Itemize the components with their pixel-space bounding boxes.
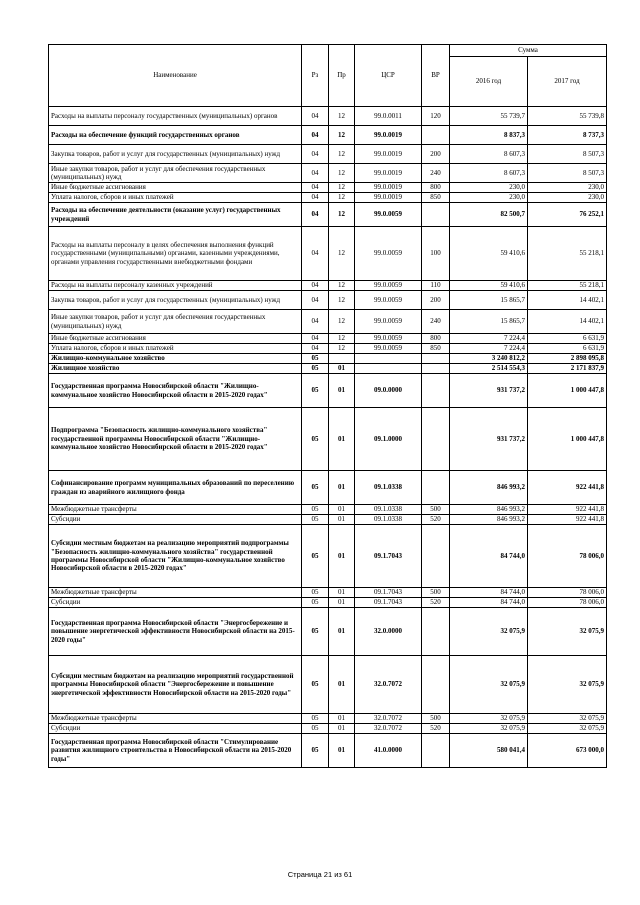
col-header-2017: 2017 год bbox=[528, 57, 607, 107]
row-csr-cell: 09.1.7043 bbox=[355, 588, 422, 598]
row-rz-cell: 04 bbox=[302, 344, 329, 354]
row-rz-cell: 05 bbox=[302, 525, 329, 588]
row-csr-cell: 99.0.0059 bbox=[355, 227, 422, 281]
table-row bbox=[49, 183, 607, 193]
row-vr-cell bbox=[422, 471, 450, 505]
row-vr-cell bbox=[422, 354, 450, 364]
row-rz-cell: 05 bbox=[302, 608, 329, 656]
row-2016-cell: 32 075,9 bbox=[450, 608, 528, 656]
row-name-cell: Государственная программа Новосибирской области "Стимулирование развития жилищного строительства в Новосибирской области на 2015-2020 годы" bbox=[49, 734, 302, 768]
row-vr-cell bbox=[422, 364, 450, 374]
table-row bbox=[49, 281, 607, 291]
row-rz-cell: 04 bbox=[302, 107, 329, 126]
col-header-rz: Рз bbox=[302, 45, 329, 107]
row-2016-cell: 8 607,3 bbox=[450, 145, 528, 164]
row-csr-cell: 09.1.7043 bbox=[355, 525, 422, 588]
table-row bbox=[49, 107, 607, 126]
row-name-cell: Расходы на обеспечение деятельности (оказание услуг) государственных учреждений bbox=[49, 203, 302, 227]
row-vr-cell: 520 bbox=[422, 724, 450, 734]
row-rz-cell: 04 bbox=[302, 183, 329, 193]
row-2017-cell: 14 402,1 bbox=[528, 310, 607, 334]
row-csr-cell bbox=[355, 364, 422, 374]
row-2017-cell: 8 507,3 bbox=[528, 145, 607, 164]
row-name-cell: Уплата налогов, сборов и иных платежей bbox=[49, 344, 302, 354]
row-pr-cell: 12 bbox=[329, 344, 355, 354]
row-2016-cell: 32 075,9 bbox=[450, 714, 528, 724]
row-pr-cell: 01 bbox=[329, 364, 355, 374]
row-pr-cell bbox=[329, 354, 355, 364]
row-2017-cell: 1 000 447,8 bbox=[528, 408, 607, 471]
row-pr-cell: 12 bbox=[329, 126, 355, 145]
row-2016-cell: 931 737,2 bbox=[450, 374, 528, 408]
row-name-cell: Уплата налогов, сборов и иных платежей bbox=[49, 193, 302, 203]
row-vr-cell: 800 bbox=[422, 334, 450, 344]
row-csr-cell: 99.0.0019 bbox=[355, 193, 422, 203]
row-2017-cell: 922 441,8 bbox=[528, 505, 607, 515]
row-vr-cell bbox=[422, 126, 450, 145]
row-vr-cell: 520 bbox=[422, 515, 450, 525]
table-row bbox=[49, 310, 607, 334]
table-row bbox=[49, 505, 607, 515]
row-2017-cell: 55 739,8 bbox=[528, 107, 607, 126]
table-row bbox=[49, 656, 607, 714]
row-vr-cell: 500 bbox=[422, 714, 450, 724]
row-pr-cell: 01 bbox=[329, 515, 355, 525]
row-rz-cell: 04 bbox=[302, 145, 329, 164]
row-pr-cell: 01 bbox=[329, 374, 355, 408]
row-csr-cell: 99.0.0059 bbox=[355, 203, 422, 227]
row-pr-cell: 01 bbox=[329, 734, 355, 768]
row-csr-cell: 99.0.0059 bbox=[355, 344, 422, 354]
row-pr-cell: 12 bbox=[329, 334, 355, 344]
row-vr-cell: 120 bbox=[422, 107, 450, 126]
row-rz-cell: 05 bbox=[302, 714, 329, 724]
table-row bbox=[49, 344, 607, 354]
table-row bbox=[49, 193, 607, 203]
row-vr-cell bbox=[422, 608, 450, 656]
row-csr-cell: 09.1.0338 bbox=[355, 515, 422, 525]
row-rz-cell: 04 bbox=[302, 164, 329, 183]
row-2017-cell: 673 000,0 bbox=[528, 734, 607, 768]
row-2017-cell: 8 507,3 bbox=[528, 164, 607, 183]
row-2017-cell: 6 631,9 bbox=[528, 344, 607, 354]
row-2017-cell: 922 441,8 bbox=[528, 471, 607, 505]
row-vr-cell: 520 bbox=[422, 598, 450, 608]
row-pr-cell: 01 bbox=[329, 724, 355, 734]
row-2016-cell: 931 737,2 bbox=[450, 408, 528, 471]
row-vr-cell: 100 bbox=[422, 227, 450, 281]
row-2016-cell: 15 865,7 bbox=[450, 291, 528, 310]
row-name-cell: Подпрограмма "Безопасность жилищно-коммунального хозяйства" государственной программы Новосибирской области "Жилищно-коммунальное хозяйство Новосибирской области в 2015-2020 годах" bbox=[49, 408, 302, 471]
table-body bbox=[49, 107, 607, 768]
row-rz-cell: 04 bbox=[302, 227, 329, 281]
row-name-cell: Государственная программа Новосибирской области "Жилищно-коммунальное хозяйство Новосибирской области в 2015-2020 годах" bbox=[49, 374, 302, 408]
row-csr-cell: 09.1.0338 bbox=[355, 471, 422, 505]
row-2016-cell: 59 410,6 bbox=[450, 281, 528, 291]
row-2017-cell: 32 075,9 bbox=[528, 714, 607, 724]
row-pr-cell: 01 bbox=[329, 588, 355, 598]
row-csr-cell: 99.0.0019 bbox=[355, 164, 422, 183]
row-2017-cell: 55 218,1 bbox=[528, 227, 607, 281]
row-pr-cell: 01 bbox=[329, 714, 355, 724]
row-rz-cell: 05 bbox=[302, 656, 329, 714]
row-2017-cell: 76 252,1 bbox=[528, 203, 607, 227]
row-2017-cell: 2 898 095,8 bbox=[528, 354, 607, 364]
row-2016-cell: 84 744,0 bbox=[450, 588, 528, 598]
row-vr-cell: 800 bbox=[422, 183, 450, 193]
col-header-csr: ЦСР bbox=[355, 45, 422, 107]
row-rz-cell: 05 bbox=[302, 471, 329, 505]
row-2016-cell: 846 993,2 bbox=[450, 505, 528, 515]
row-csr-cell: 09.0.0000 bbox=[355, 374, 422, 408]
table-row bbox=[49, 598, 607, 608]
row-2017-cell: 78 006,0 bbox=[528, 598, 607, 608]
row-name-cell: Субсидии bbox=[49, 724, 302, 734]
row-2017-cell: 32 075,9 bbox=[528, 608, 607, 656]
row-pr-cell: 12 bbox=[329, 310, 355, 334]
table-row bbox=[49, 164, 607, 183]
row-2016-cell: 8 607,3 bbox=[450, 164, 528, 183]
row-name-cell: Закупка товаров, работ и услуг для государственных (муниципальных) нужд bbox=[49, 291, 302, 310]
row-2017-cell: 6 631,9 bbox=[528, 334, 607, 344]
row-rz-cell: 05 bbox=[302, 408, 329, 471]
row-2017-cell: 2 171 837,9 bbox=[528, 364, 607, 374]
row-pr-cell: 12 bbox=[329, 164, 355, 183]
table-row bbox=[49, 145, 607, 164]
row-vr-cell: 110 bbox=[422, 281, 450, 291]
row-2016-cell: 55 739,7 bbox=[450, 107, 528, 126]
row-2017-cell: 32 075,9 bbox=[528, 724, 607, 734]
table-row bbox=[49, 203, 607, 227]
row-rz-cell: 04 bbox=[302, 193, 329, 203]
row-rz-cell: 05 bbox=[302, 505, 329, 515]
row-2016-cell: 3 240 812,2 bbox=[450, 354, 528, 364]
row-name-cell: Расходы на выплаты персоналу государственных (муниципальных) органов bbox=[49, 107, 302, 126]
row-name-cell: Межбюджетные трансферты bbox=[49, 588, 302, 598]
row-csr-cell: 32.0.7072 bbox=[355, 656, 422, 714]
row-name-cell: Субсидии местным бюджетам на реализацию мероприятий государственной программы Новосибирской области "Энергосбережение и повышение энергетической эффективности Новосибирской области на 2015-2020 годы" bbox=[49, 656, 302, 714]
row-csr-cell: 99.0.0019 bbox=[355, 126, 422, 145]
row-vr-cell: 500 bbox=[422, 588, 450, 598]
row-pr-cell: 12 bbox=[329, 281, 355, 291]
row-2016-cell: 8 837,3 bbox=[450, 126, 528, 145]
row-name-cell: Межбюджетные трансферты bbox=[49, 714, 302, 724]
row-pr-cell: 12 bbox=[329, 203, 355, 227]
row-vr-cell: 850 bbox=[422, 344, 450, 354]
row-2016-cell: 59 410,6 bbox=[450, 227, 528, 281]
row-pr-cell: 01 bbox=[329, 525, 355, 588]
table-row bbox=[49, 374, 607, 408]
row-pr-cell: 01 bbox=[329, 608, 355, 656]
row-pr-cell: 01 bbox=[329, 471, 355, 505]
row-2017-cell: 14 402,1 bbox=[528, 291, 607, 310]
row-2017-cell: 1 000 447,8 bbox=[528, 374, 607, 408]
row-2017-cell: 32 075,9 bbox=[528, 656, 607, 714]
row-2017-cell: 55 218,1 bbox=[528, 281, 607, 291]
table-row bbox=[49, 588, 607, 598]
table-row bbox=[49, 471, 607, 505]
row-2016-cell: 84 744,0 bbox=[450, 598, 528, 608]
row-csr-cell: 99.0.0011 bbox=[355, 107, 422, 126]
row-rz-cell: 05 bbox=[302, 734, 329, 768]
row-csr-cell: 99.0.0059 bbox=[355, 291, 422, 310]
row-pr-cell: 12 bbox=[329, 145, 355, 164]
row-name-cell: Субсидии bbox=[49, 515, 302, 525]
row-2016-cell: 15 865,7 bbox=[450, 310, 528, 334]
row-name-cell: Иные бюджетные ассигнования bbox=[49, 183, 302, 193]
row-vr-cell: 200 bbox=[422, 291, 450, 310]
row-name-cell: Иные закупки товаров, работ и услуг для обеспечения государственных (муниципальных) нужд bbox=[49, 310, 302, 334]
row-2017-cell: 230,0 bbox=[528, 193, 607, 203]
row-csr-cell: 32.0.7072 bbox=[355, 724, 422, 734]
row-rz-cell: 05 bbox=[302, 598, 329, 608]
row-vr-cell: 850 bbox=[422, 193, 450, 203]
table-row bbox=[49, 734, 607, 768]
row-vr-cell bbox=[422, 374, 450, 408]
row-2017-cell: 230,0 bbox=[528, 183, 607, 193]
row-2017-cell: 78 006,0 bbox=[528, 525, 607, 588]
row-vr-cell bbox=[422, 734, 450, 768]
row-pr-cell: 01 bbox=[329, 408, 355, 471]
row-rz-cell: 04 bbox=[302, 203, 329, 227]
row-csr-cell: 32.0.0000 bbox=[355, 608, 422, 656]
row-pr-cell: 01 bbox=[329, 505, 355, 515]
row-name-cell: Субсидии bbox=[49, 598, 302, 608]
page-number: Страница 21 из 61 bbox=[287, 870, 353, 879]
row-name-cell: Жилищно-коммунальное хозяйство bbox=[49, 354, 302, 364]
row-2016-cell: 7 224,4 bbox=[450, 344, 528, 354]
row-vr-cell: 240 bbox=[422, 164, 450, 183]
row-rz-cell: 05 bbox=[302, 588, 329, 598]
row-csr-cell: 99.0.0019 bbox=[355, 145, 422, 164]
table-row bbox=[49, 714, 607, 724]
row-rz-cell: 05 bbox=[302, 354, 329, 364]
row-rz-cell: 05 bbox=[302, 364, 329, 374]
row-pr-cell: 12 bbox=[329, 107, 355, 126]
row-name-cell: Закупка товаров, работ и услуг для государственных (муниципальных) нужд bbox=[49, 145, 302, 164]
row-name-cell: Расходы на выплаты персоналу казенных учреждений bbox=[49, 281, 302, 291]
row-vr-cell bbox=[422, 408, 450, 471]
row-2016-cell: 230,0 bbox=[450, 183, 528, 193]
row-pr-cell: 12 bbox=[329, 227, 355, 281]
table-row bbox=[49, 227, 607, 281]
row-2016-cell: 230,0 bbox=[450, 193, 528, 203]
table-row bbox=[49, 354, 607, 364]
row-rz-cell: 05 bbox=[302, 374, 329, 408]
row-vr-cell: 200 bbox=[422, 145, 450, 164]
row-vr-cell bbox=[422, 656, 450, 714]
row-2016-cell: 846 993,2 bbox=[450, 471, 528, 505]
row-csr-cell: 09.1.7043 bbox=[355, 598, 422, 608]
row-vr-cell bbox=[422, 525, 450, 588]
row-name-cell: Жилищное хозяйство bbox=[49, 364, 302, 374]
row-2016-cell: 846 993,2 bbox=[450, 515, 528, 525]
row-name-cell: Софинансирование программ муниципальных образований по переселению граждан из аварийного жилищного фонда bbox=[49, 471, 302, 505]
col-header-sum: Сумма bbox=[450, 45, 607, 57]
budget-table bbox=[48, 44, 607, 768]
row-rz-cell: 04 bbox=[302, 310, 329, 334]
row-rz-cell: 04 bbox=[302, 291, 329, 310]
row-csr-cell: 99.0.0059 bbox=[355, 334, 422, 344]
col-header-2016: 2016 год bbox=[450, 57, 528, 107]
row-vr-cell bbox=[422, 203, 450, 227]
col-header-name: Наименование bbox=[49, 45, 302, 107]
row-2016-cell: 7 224,4 bbox=[450, 334, 528, 344]
row-name-cell: Расходы на выплаты персоналу в целях обеспечения выполнения функций государственными (муниципальными) органами, казенными учреждениями, органами управления государственными внебюджетными фондами bbox=[49, 227, 302, 281]
row-vr-cell: 240 bbox=[422, 310, 450, 334]
table-row bbox=[49, 126, 607, 145]
row-csr-cell: 41.0.0000 bbox=[355, 734, 422, 768]
col-header-vr: ВР bbox=[422, 45, 450, 107]
row-name-cell: Иные закупки товаров, работ и услуг для обеспечения государственных (муниципальных) нужд bbox=[49, 164, 302, 183]
row-rz-cell: 05 bbox=[302, 724, 329, 734]
row-csr-cell bbox=[355, 354, 422, 364]
row-2017-cell: 922 441,8 bbox=[528, 515, 607, 525]
row-csr-cell: 09.1.0000 bbox=[355, 408, 422, 471]
row-2017-cell: 78 006,0 bbox=[528, 588, 607, 598]
row-2016-cell: 32 075,9 bbox=[450, 724, 528, 734]
row-name-cell: Государственная программа Новосибирской области "Энергосбережение и повышение энергетической эффективности Новосибирской области на 2015- 2020 годы" bbox=[49, 608, 302, 656]
row-pr-cell: 12 bbox=[329, 183, 355, 193]
row-csr-cell: 99.0.0059 bbox=[355, 310, 422, 334]
row-rz-cell: 05 bbox=[302, 515, 329, 525]
row-name-cell: Субсидии местным бюджетам на реализацию мероприятий подпрограммы "Безопасность жилищно-коммунального хозяйства" государственной программы Новосибирской области "Жилищно-коммунальное хозяйство Новосибирской области в 2015-2020 годах" bbox=[49, 525, 302, 588]
row-name-cell: Расходы на обеспечение функций государственных органов bbox=[49, 126, 302, 145]
row-pr-cell: 01 bbox=[329, 656, 355, 714]
row-rz-cell: 04 bbox=[302, 126, 329, 145]
row-pr-cell: 12 bbox=[329, 291, 355, 310]
row-rz-cell: 04 bbox=[302, 281, 329, 291]
col-header-pr: Пр bbox=[329, 45, 355, 107]
row-2016-cell: 580 041,4 bbox=[450, 734, 528, 768]
row-pr-cell: 12 bbox=[329, 193, 355, 203]
row-rz-cell: 04 bbox=[302, 334, 329, 344]
table-row bbox=[49, 608, 607, 656]
table-row bbox=[49, 515, 607, 525]
row-csr-cell: 32.0.7072 bbox=[355, 714, 422, 724]
row-csr-cell: 99.0.0019 bbox=[355, 183, 422, 193]
row-2016-cell: 2 514 554,3 bbox=[450, 364, 528, 374]
table-row bbox=[49, 525, 607, 588]
row-name-cell: Межбюджетные трансферты bbox=[49, 505, 302, 515]
table-row bbox=[49, 408, 607, 471]
row-2016-cell: 82 500,7 bbox=[450, 203, 528, 227]
table-row bbox=[49, 291, 607, 310]
row-pr-cell: 01 bbox=[329, 598, 355, 608]
row-vr-cell: 500 bbox=[422, 505, 450, 515]
row-csr-cell: 99.0.0059 bbox=[355, 281, 422, 291]
row-2016-cell: 32 075,9 bbox=[450, 656, 528, 714]
row-csr-cell: 09.1.0338 bbox=[355, 505, 422, 515]
table-row bbox=[49, 364, 607, 374]
table-row bbox=[49, 724, 607, 734]
row-name-cell: Иные бюджетные ассигнования bbox=[49, 334, 302, 344]
row-2016-cell: 84 744,0 bbox=[450, 525, 528, 588]
table-row bbox=[49, 334, 607, 344]
row-2017-cell: 8 737,3 bbox=[528, 126, 607, 145]
